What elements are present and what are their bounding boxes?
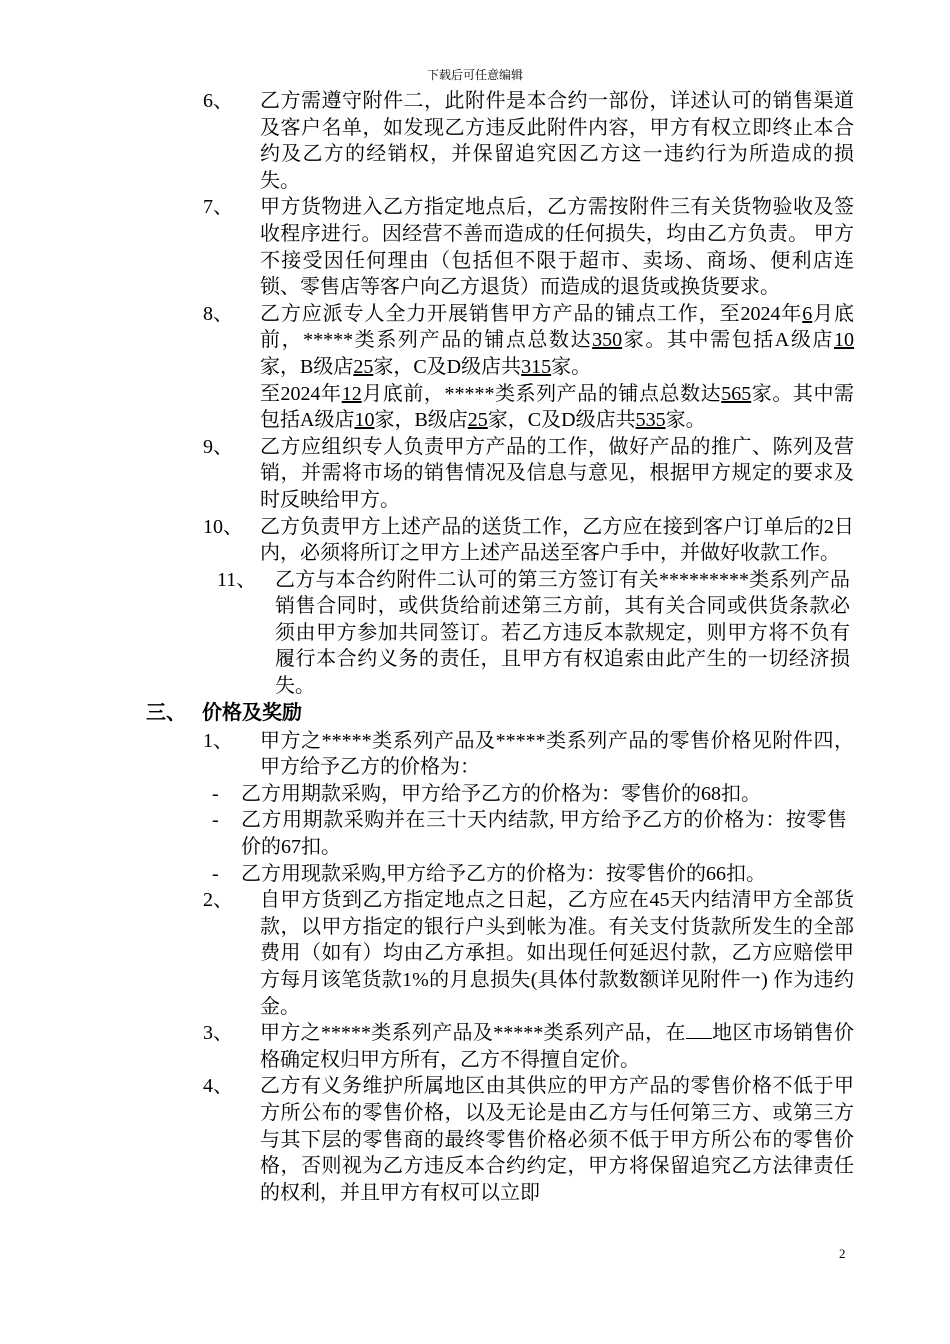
text-run: 乙方应派专人全力开展销售甲方产品的铺点工作，至2024年 [260,302,803,325]
text-run: 月底前，*****类系列产品的铺点总数达 [260,302,855,352]
clause-text: 自甲方货到乙方指定地点之日起，乙方应在45天内结清甲方全部货款，以甲方指定的银行户头到帐为准。有关支付货款所发生的全部费用（如有）均由乙方承担。如出现任何延迟付款，乙方应赔偿甲方每月该笔货款1%的月息损失(具体付款数额详见附件一) 作为违约金。 [260,889,854,1018]
clause-number: 10、 [203,515,243,538]
clause-number: 7、 [203,196,233,219]
dash-marker: - [212,809,219,832]
b-stores-value: 25 [467,409,488,432]
clause-text: 乙方需遵守附件二，此附件是本合约一部份，详述认可的销售渠道及客户名单，如发现乙方违反此附件内容，甲方有权立即终止本合约及乙方的经销权，并保留追究因乙方这一违约行为所造成的损失。 [260,90,854,192]
month-value: 12 [341,382,362,405]
section-number: 三、 [146,701,186,724]
region-blank [686,1020,712,1039]
document-body [0,88,950,1206]
a-stores-value: 10 [354,409,375,432]
text-run: 家。 [551,355,592,378]
clause-number: 9、 [203,435,233,458]
text-run: 家。 [665,409,706,432]
clause-text: 乙方与本合约附件二认可的第三方签订有关*********类系列产品销售合同时，或供货给前述第三方前，其有关合同或供货条款必须由甲方参加共同签订。若乙方违反本款规定，则甲方将不负有履行本合约义务的责任，且甲方有权追索由此产生的一切经济损失。 [275,568,850,698]
dash-marker: - [212,782,219,805]
clause-text [260,301,854,381]
price-clause-4 [0,1073,950,1206]
a-stores-value: 10 [834,329,855,352]
section-title: 价格及奖励 [202,701,302,724]
clause-7 [0,194,950,300]
total-stores-value: 350 [592,329,623,352]
section-heading [0,700,950,728]
text-run: 家，C及D级店共 [373,355,522,378]
clause-text-continued [260,381,854,434]
total-stores-value: 565 [721,382,752,405]
text-run: 家。其中需包括A级店 [260,382,855,432]
price-clause-1 [0,728,950,781]
text-run: 甲方之*****类系列产品及*****类系列产品，在 [260,1022,686,1045]
clause-number: 3、 [203,1022,233,1045]
clause-number: 8、 [203,302,233,325]
clause-number: 11、 [217,568,257,591]
price-option [0,781,950,808]
clause-9 [0,434,950,514]
text-run: 地区市场销售价格确定权归甲方所有，乙方不得擅自定价。 [260,1022,855,1071]
clause-text: 乙方有义务维护所属地区由其供应的甲方产品的零售价格不低于甲方所公布的零售价格，以及无论是由乙方与任何第三方、或第三方与其下层的零售商的最终零售价格必须不低于甲方所公布的零售价格，否则视为乙方违反本合约约定，甲方将保留追究乙方法律责任的权利，并且甲方有权可以立即 [260,1075,854,1204]
clause-number: 2、 [203,889,233,912]
text-run: 家。其中需包括A级店 [622,329,835,352]
clause-11 [0,567,950,700]
clause-10 [0,514,950,567]
option-text: 乙方用现款采购,甲方给予乙方的价格为：按零售价的66扣。 [241,862,766,885]
clause-number: 4、 [203,1075,233,1098]
clause-number: 6、 [203,90,233,112]
clause-text: 甲方之*****类系列产品及*****类系列产品的零售价格见附件四，甲方给予乙方的价格为： [260,729,854,779]
text-run: 月底前，*****类系列产品的铺点总数达 [361,382,722,405]
clause-text: 乙方应组织专人负责甲方产品的工作，做好产品的推广、陈列及营销，并需将市场的销售情况及信息与意见，根据甲方规定的要求及时反映给甲方。 [260,435,854,511]
cd-stores-value: 535 [635,409,666,432]
text-run: 家，B级店 [374,409,468,432]
clause-text: 甲方货物进入乙方指定地点后，乙方需按附件三有关货物验收及签收程序进行。因经营不善而造成的任何损失，均由乙方负责。 甲方不接受因任何理由（包括但不限于超市、卖场、商场、便利店连锁、零售店等客户向乙方退货）而造成的退货或换货要求。 [260,196,854,299]
option-text: 乙方用期款采购并在三十天内结款, 甲方给予乙方的价格为：按零售价的67扣。 [241,809,847,859]
cd-stores-value: 315 [521,355,552,378]
price-clause-2 [0,887,950,1020]
clause-6 [0,88,950,194]
text-run: 家，B级店 [260,355,354,378]
price-option [0,807,950,860]
clause-text: 乙方负责甲方上述产品的送货工作，乙方应在接到客户订单后的2日内，必须将所订之甲方上述产品送至客户手中，并做好收款工作。 [260,515,854,565]
clause-8 [0,301,950,434]
b-stores-value: 25 [353,355,374,378]
dash-marker: - [212,862,219,885]
price-clause-3 [0,1020,950,1073]
page-number: 2 [839,1246,846,1261]
text-run: 至2024年 [260,382,342,405]
option-text: 乙方用期款采购，甲方给予乙方的价格为：零售价的68扣。 [241,782,761,805]
clause-text [260,1020,854,1073]
price-option [0,861,950,888]
text-run: 家，C及D级店共 [487,409,636,432]
month-value: 6 [802,302,813,325]
page-header: 下载后可任意编辑 [426,68,523,82]
clause-number: 1、 [203,729,233,752]
